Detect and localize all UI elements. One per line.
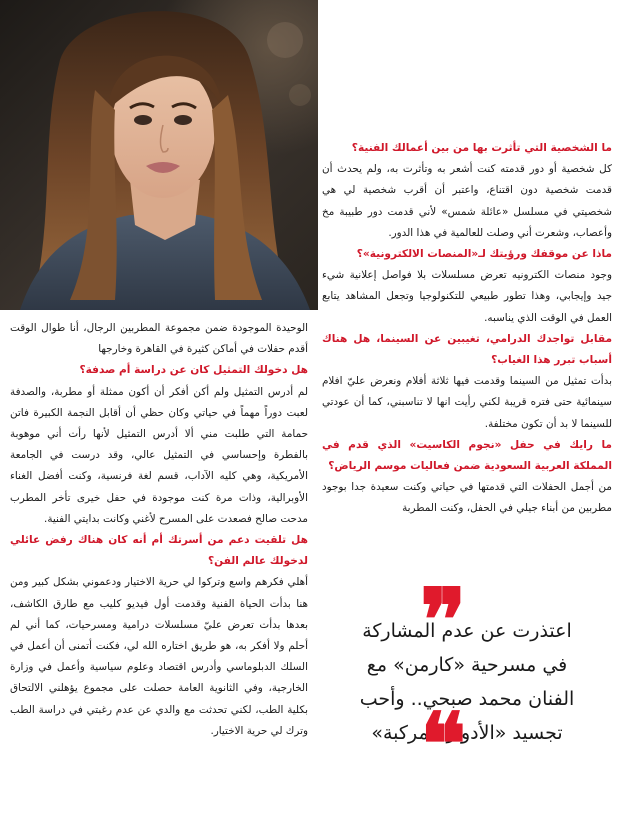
question-heading: هل تلقيت دعم من أسرتك أم أنه كان هناك رفض عائلي لدخولك عالم الفن؟ — [10, 534, 308, 568]
answer-paragraph: الوحيدة الموجودة ضمن مجموعة المطربين الرجال، أنا طوال الوقت أقدم حفلات في أماكن كثيرة في القاهرة وخارجها — [10, 322, 308, 356]
pull-quote-line: اعتذرت عن عدم المشاركة — [362, 620, 572, 642]
answer-paragraph: وجود منصات الكترونيه تعرض مسلسلات بلا فواصل إعلانية شيء جيد وإيجابي، وهذا تطور طبيعي للتكنولوجيا وتجعل المشاهد يتابع العمل في الوقت الذي يناسبه. — [322, 269, 612, 324]
answer-paragraph: من أجمل الحفلات التي قدمتها في حياتي وكنت سعيدة جدا بوجود مطربين من أبناء جيلي في الحفل، وكنت المطربة — [322, 481, 612, 515]
answer-paragraph: كل شخصية أو دور قدمته كنت أشعر به وتأثرت به، ولم يحدث أن قدمت شخصية دون اقتناع، واعتبر أن أقرب شخصية لي هي شخصيتي في مسلسل «عائلة شمس» لأني قدمت دور طبيبة مخ وأعصاب، وشعرت أني وصلت للعالمية في هذا الدور. — [322, 163, 612, 239]
answer-paragraph: لم أدرس التمثيل ولم أكن أفكر أن أكون ممثلة أو مطربة، والصدفة لعبت دوراً مهماً في حياتي وكان حظي أن أقابل النجمة الكبيرة فاتن حمامة التي طلبت مني ألا أدرس التمثيل لأنها رأت أني موهوبة بالفطرة وإحساسي في التمثيل عالي، وقد درست في الجامعة الأمريكية، وهي كليه الآداب، قسم لغة فرنسية، وكنت أفضل الغناء الأوبرالية، وذات مرة كنت موجودة في حفل خيرى تأخر المطرب مدحت صالح فصعدت على المسرح لأغني وكانت بدايتي الفنية. — [10, 385, 308, 525]
pull-quote-line: في مسرحية «كارمن» مع — [366, 654, 568, 676]
pull-quote-line: تجسيد «الأدوار المركبة» — [371, 722, 563, 744]
answer-paragraph: أهلي فكرهم واسع وتركوا لي حرية الاختيار ودعموني بشكل كبير ومن هنا بدأت الحياة الفنية وقدمت أول فيديو كليب مع طارق الكاشف، بعدها بدأت تعرض عليّ مسلسلات درامية ومسرحيات، كما أني لم أحلم ولا أفكر به، هو طريق اختاره الله لي، فكنت أتمنى أن أعمل في السلك الدبلوماسي وأدرس اقتصاد وعلوم سياسية وأعمل في وزارة الخارجية، وفي الثانوية العامة حصلت على مجموع يؤهلني الالتحاق بكلية الطب، لكني تحدثت مع والدي عن عدم رغبتي في دراسة الطب وترك لي حرية الاختيار. — [10, 576, 308, 737]
answer-paragraph: بدأت تمثيل من السينما وقدمت فيها ثلاثة أفلام ونعرض عليّ افلام سينمائية حتى فتره قريبة لكني رأيت انها لا تناسبني، كما أن عودتي للسينما لا بد أن تكون مختلفة. — [322, 375, 612, 430]
quote-close-icon: ❝ — [420, 694, 467, 795]
pull-quote-line: الفنان محمد صبحي.. وأحب — [359, 688, 575, 710]
question-heading: ما الشخصية التي تأثرت بها من بين أعمالك الفنية؟ — [351, 142, 612, 154]
pull-quote — [322, 570, 612, 795]
article-column-left — [10, 318, 308, 742]
portrait-illustration — [0, 0, 318, 310]
question-heading: ماذا عن موقفك ورؤيتك لـ«المنصات الالكترونية»؟ — [356, 248, 612, 261]
portrait-photo — [0, 0, 318, 310]
question-heading: مقابل تواجدك الدرامي، تغيبين عن السينما، هل هناك أسباب تبرر هذا الغياب؟ — [322, 332, 612, 367]
quote-open-icon: ❞ — [420, 570, 467, 671]
question-heading: ما رايك في حفل «نجوم الكاسيت» الذي قدم في المملكة العربية السعودية ضمن فعاليات موسم الرياض؟ — [322, 438, 612, 473]
article-column-right — [322, 138, 612, 520]
pull-quote-text — [322, 614, 612, 750]
question-heading: هل دخولك التمثيل كان عن دراسة أم صدفة؟ — [79, 364, 308, 377]
